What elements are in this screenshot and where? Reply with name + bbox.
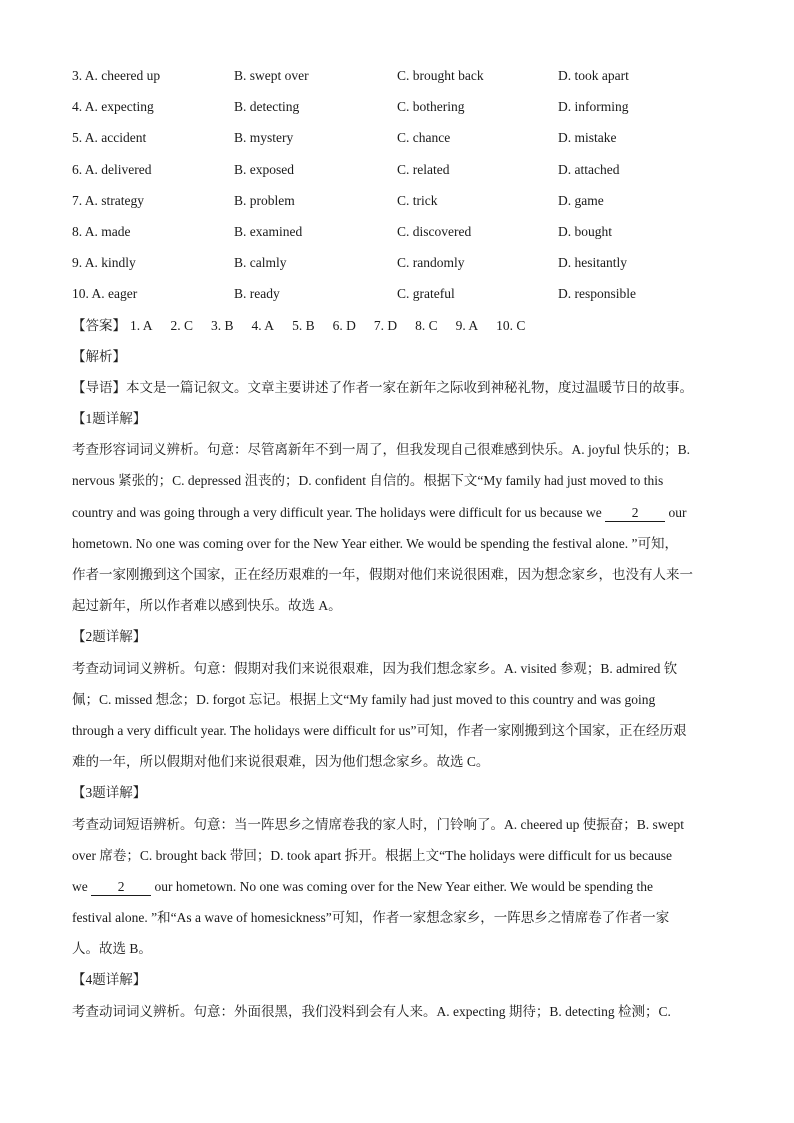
option-row [72, 158, 724, 189]
option-row [72, 189, 724, 220]
option-d: D. attached [558, 161, 620, 177]
q3-line [72, 875, 724, 906]
option-b: B. swept over [234, 68, 309, 83]
option-d: D. hesitantly [558, 255, 627, 271]
answers-items [130, 318, 543, 333]
q3-text: we [72, 878, 92, 894]
q2-heading: 【2题详解】 [72, 629, 147, 645]
q1-line: hometown. No one was coming over for the New Year either. We would be spending the festival alone. ”可知， [72, 535, 679, 551]
page [72, 64, 724, 1031]
answer-item: 9. A [455, 317, 479, 333]
q4-heading: 【4题详解】 [72, 972, 147, 988]
intro-text: 【导语】本文是一篇记叙文。文章主要讲述了作者一家在新年之际收到神秘礼物，度过温暖节日的故事。 [72, 379, 693, 395]
answer-item: 3. B [211, 317, 234, 333]
option-c: C. randomly [397, 255, 465, 271]
q1-heading: 【1题详解】 [72, 411, 147, 427]
answer-item: 5. B [292, 317, 315, 333]
q3-line: over 席卷；C. brought back 带回；D. took apart 拆开。根据上文“The holidays were difficult for us because [72, 847, 672, 863]
option-c: C. grateful [397, 286, 455, 302]
q1-line: 作者一家刚搬到这个国家，正在经历艰难的一年，假期对他们来说很困难，因为想念家乡，也没有人来一 [72, 567, 693, 582]
options-list [72, 64, 724, 314]
option-d: D. responsible [558, 286, 636, 302]
q2-line: 难的一年，所以假期对他们来说很艰难，因为他们想念家乡。故选 C。 [72, 754, 490, 770]
option-a: 4. A. expecting [72, 99, 154, 115]
option-d: D. took apart [558, 68, 629, 83]
option-c: C. trick [397, 192, 438, 208]
answer-item: 4. A [251, 317, 275, 333]
q1-text: our [665, 504, 687, 520]
option-b: B. mystery [234, 130, 294, 146]
option-a: 5. A. accident [72, 130, 147, 146]
answer-item: 6. D [332, 317, 356, 333]
q1-line: 考查形容词词义辨析。句意：尽管离新年不到一周了，但我发现自己很难感到快乐。A. joyful 快乐的；B. [72, 442, 690, 458]
option-b: B. exposed [234, 161, 294, 177]
q3-text: our hometown. No one was coming over for the New Year either. We would be spending the [151, 878, 653, 894]
analysis-label: 【解析】 [72, 348, 126, 364]
option-a: 6. A. delivered [72, 161, 152, 177]
option-d: D. game [558, 192, 604, 208]
option-d: D. mistake [558, 130, 617, 146]
answer-item: 10. C [496, 317, 526, 333]
q1-line: nervous 紧张的；C. depressed 沮丧的；D. confident 自信的。根据下文“My family had just moved to this [72, 473, 664, 489]
option-row [72, 64, 724, 95]
q1-line: 起过新年，所以作者难以感到快乐。故选 A。 [72, 598, 342, 614]
answer-item: 8. C [415, 317, 438, 333]
option-c: C. chance [397, 130, 451, 146]
q3-heading: 【3题详解】 [72, 785, 147, 801]
option-row [72, 282, 724, 313]
option-c: C. discovered [397, 223, 472, 239]
option-row [72, 95, 724, 126]
answers-label: 【答案】 [72, 317, 126, 333]
option-a: 8. A. made [72, 223, 131, 239]
option-b: B. calmly [234, 255, 287, 271]
q2-line: 佩；C. missed 想念；D. forgot 忘记。根据上文“My family had just moved to this country and was going [72, 691, 656, 707]
option-c: C. brought back [397, 68, 484, 83]
option-b: B. detecting [234, 99, 300, 115]
option-row [72, 126, 724, 157]
option-a: 9. A. kindly [72, 255, 136, 271]
q3-line: 考查动词短语辨析。句意：当一阵思乡之情席卷我的家人时，门铃响了。A. cheered up 使振奋；B. swept [72, 816, 684, 832]
option-b: B. examined [234, 223, 303, 239]
answer-item: 2. C [170, 317, 194, 333]
fill-blank: 2 [91, 879, 151, 896]
option-row [72, 220, 724, 251]
q4-line: 考查动词词义辨析。句意：外面很黑，我们没料到会有人来。A. expecting 期待；B. detecting 检测；C. [72, 1003, 671, 1019]
option-a: 10. A. eager [72, 286, 138, 302]
answer-item: 7. D [373, 317, 398, 333]
option-b: B. ready [234, 286, 280, 302]
option-c: C. bothering [397, 99, 465, 115]
q1-line [72, 501, 724, 532]
answers-line [72, 314, 724, 345]
option-a: 3. A. cheered up [72, 68, 161, 83]
option-a: 7. A. strategy [72, 192, 144, 208]
fill-blank: 2 [605, 505, 665, 522]
answer-item: 1. A [130, 317, 153, 333]
q1-text: country and was going through a very difficult year. The holidays were difficult for us because we [72, 504, 606, 520]
option-c: C. related [397, 161, 450, 177]
q2-line: through a very difficult year. The holidays were difficult for us”可知，作者一家刚搬到这个国家，正在经历艰 [72, 722, 687, 738]
q2-line: 考查动词词义辨析。句意：假期对我们来说很艰难，因为我们想念家乡。A. visited 参观；B. admired 钦 [72, 660, 678, 676]
option-d: D. informing [558, 99, 629, 115]
option-d: D. bought [558, 223, 612, 239]
q3-line: 人。故选 B。 [72, 941, 152, 957]
option-row [72, 251, 724, 282]
option-b: B. problem [234, 192, 295, 208]
q3-line: festival alone. ”和“As a wave of homesickness”可知，作者一家想念家乡，一阵思乡之情席卷了作者一家 [72, 910, 670, 926]
